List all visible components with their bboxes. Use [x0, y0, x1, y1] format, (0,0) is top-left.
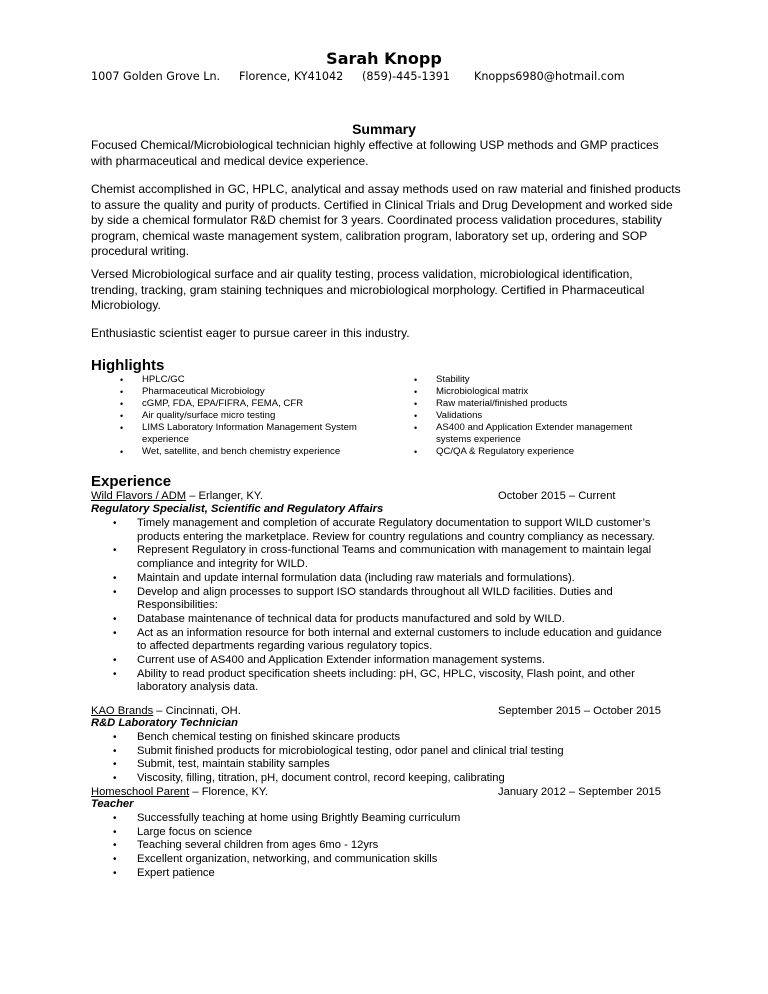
list-item: • Excellent organization, networking, and communication skills	[113, 853, 673, 867]
job-title: R&D Laboratory Technician	[91, 717, 238, 729]
job-duties-list	[113, 812, 673, 881]
summary-paragraph-3: Versed Microbiological surface and air quality testing, process validation, microbiological identification, trending, tracking, gram staining techniques and microbiological morphology. Certified in Pharmaceutical Microbiology.	[91, 267, 645, 313]
list-item: • Air quality/surface micro testing	[120, 410, 370, 422]
list-item: • Teaching several children from ages 6mo - 12yrs	[113, 839, 673, 853]
job-header	[91, 490, 669, 504]
job-header	[91, 786, 669, 800]
experience-heading: Experience	[91, 473, 172, 490]
list-item: • Validations	[414, 410, 654, 422]
job-dates: September 2015 – October 2015	[498, 705, 661, 717]
list-item: • Pharmaceutical Microbiology	[120, 386, 370, 398]
list-item: • Database maintenance of technical data for products manufactured and sold by WILD.	[113, 613, 673, 627]
list-item: • Raw material/finished products	[414, 398, 654, 410]
list-item: • AS400 and Application Extender management systems experience	[414, 422, 654, 446]
summary-paragraph-4: Enthusiastic scientist eager to pursue career in this industry.	[91, 326, 410, 340]
list-item: • Microbiological matrix	[414, 386, 654, 398]
list-item: • Successfully teaching at home using Brightly Beaming curriculum	[113, 812, 673, 826]
list-item: • Current use of AS400 and Application Extender information management systems.	[113, 654, 673, 668]
list-item: • Represent Regulatory in cross-functional Teams and communication with management to maintain legal compliance and integrity for WILD.	[113, 544, 673, 571]
job-title: Regulatory Specialist, Scientific and Regulatory Affairs	[91, 503, 384, 515]
list-item: • Maintain and update internal formulation data (including raw materials and formulations).	[113, 572, 673, 586]
list-item: • Viscosity, filling, titration, pH, document control, record keeping, calibrating	[113, 772, 673, 786]
highlights-right-list	[414, 374, 654, 458]
list-item: • Wet, satellite, and bench chemistry experience	[120, 446, 370, 458]
list-item: • Bench chemical testing on finished skincare products	[113, 731, 673, 745]
highlights-heading: Highlights	[91, 357, 165, 374]
job-company: Wild Flavors / ADM	[91, 490, 187, 502]
contact-city: Florence, KY41042	[239, 70, 344, 83]
job-location: – Florence, KY.	[189, 786, 269, 798]
job-title: Teacher	[91, 798, 134, 810]
list-item: • QC/QA & Regulatory experience	[414, 446, 654, 458]
summary-paragraph-1: Focused Chemical/Microbiological technician highly effective at following USP methods and GMP practices with pharmaceutical and medical device experience.	[91, 138, 659, 168]
applicant-name: Sarah Knopp	[326, 49, 442, 68]
list-item: • Timely management and completion of accurate Regulatory documentation to support WILD customer’s products entering the marketplace. Review for country regulations and country compliancy as necessary.	[113, 517, 673, 544]
summary-paragraph-2: Chemist accomplished in GC, HPLC, analytical and assay methods used on raw material and finished products to assure the quality and purity of products. Certified in Clinical Trials and Drug Development and worked side by side a chemical formulator R&D chemist for 3 years. Coordinated process validation procedures, stability program, chemical waste management system, calibration program, laboratory set up, ordering and SOP procedural writing.	[91, 182, 681, 259]
job-company: KAO Brands	[91, 705, 154, 717]
list-item: • Expert patience	[113, 867, 673, 881]
list-item: • Submit, test, maintain stability samples	[113, 758, 673, 772]
contact-phone: (859)-445-1391	[362, 70, 450, 83]
job-location: – Cincinnati, OH.	[153, 705, 241, 717]
list-item: • Stability	[414, 374, 654, 386]
list-item: • Submit finished products for microbiological testing, odor panel and clinical trial testing	[113, 745, 673, 759]
list-item: • HPLC/GC	[120, 374, 370, 386]
job-dates: October 2015 – Current	[498, 490, 616, 502]
job-duties-list	[113, 731, 673, 786]
list-item: • Develop and align processes to support ISO standards throughout all WILD facilities. Duties and Responsibilities:	[113, 586, 673, 613]
contact-email[interactable]: Knopps6980@hotmail.com	[474, 70, 625, 83]
list-item: • Ability to read product specification sheets including: pH, GC, HPLC, viscosity, Flash point, and other laboratory analysis data.	[113, 668, 673, 695]
list-item: • Act as an information resource for both internal and external customers to include education and guidance to affected departments regarding various regulatory topics.	[113, 627, 673, 654]
contact-address: 1007 Golden Grove Ln.	[91, 70, 221, 83]
list-item: • LIMS Laboratory Information Management System experience	[120, 422, 370, 446]
highlights-left-list	[120, 374, 370, 458]
job-duties-list	[113, 517, 673, 695]
job-dates: January 2012 – September 2015	[498, 786, 661, 798]
job-location: – Erlanger, KY.	[186, 490, 264, 502]
summary-heading: Summary	[352, 121, 416, 137]
job-company: Homeschool Parent	[91, 786, 190, 798]
list-item: • cGMP, FDA, EPA/FIFRA, FEMA, CFR	[120, 398, 370, 410]
list-item: • Large focus on science	[113, 826, 673, 840]
